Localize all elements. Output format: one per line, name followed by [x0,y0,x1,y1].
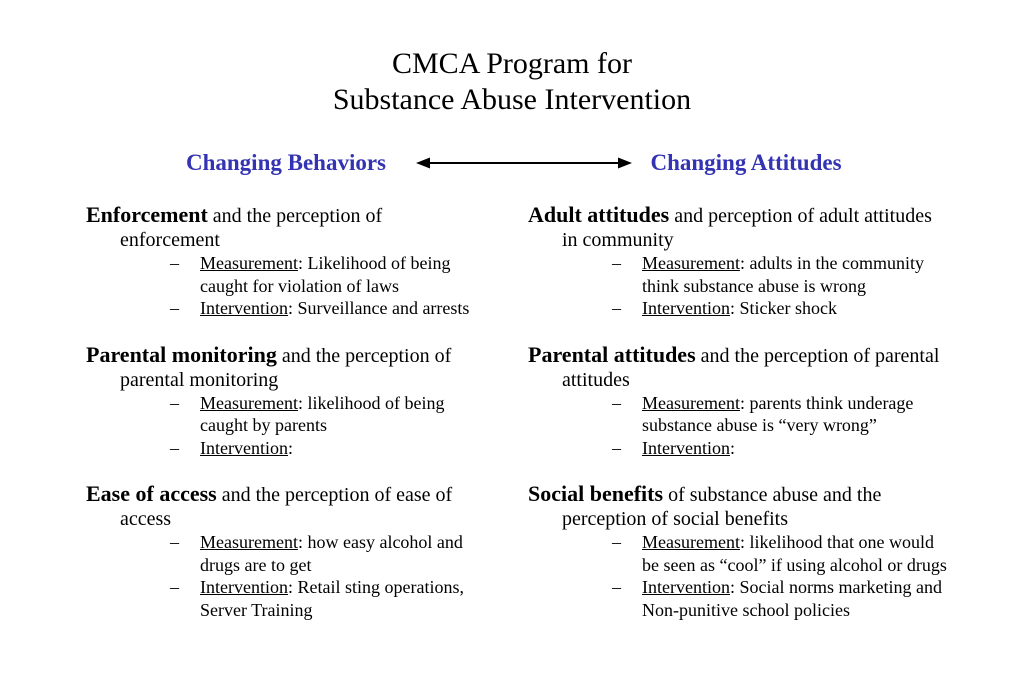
bullet-text [200,252,481,297]
topic-block-social-benefits [528,482,951,621]
dash-bullet: – [170,392,179,413]
dash-bullet: – [612,253,621,273]
bullet-text [642,531,951,576]
bullet-item-measurement [170,392,481,437]
bullet-label: Measurement [642,392,740,413]
bullet-value: : likelihood of being caught by parents [200,392,445,435]
topic-heading [86,203,481,252]
column-header-changing-attitudes: Changing Attitudes [650,150,842,175]
topic-heading [528,343,951,392]
topic-description: and the perception of enforcement [120,205,383,251]
bullet-value: : [287,437,293,458]
bullet-label: Measurement [642,532,740,552]
bullet-value: : Likelihood of being caught for violation of laws [200,253,451,296]
bullet-text [642,437,951,460]
bullet-text [200,297,481,320]
topic-block-ease-of-access [86,482,481,621]
dash-bullet: – [612,298,621,318]
bullet-item-measurement [612,531,951,576]
dash-bullet: – [170,437,179,458]
bullet-text [200,531,481,576]
topic-heading [86,482,481,531]
bullet-label: Intervention [200,437,288,458]
topic-description: and perception of adult attitudes in community [562,205,932,251]
bullet-item-measurement [612,392,951,437]
dash-bullet: – [612,532,621,552]
bullet-value: : Surveillance and arrests [287,298,470,318]
bullet-item-intervention [612,437,951,460]
bullet-value: : adults in the community think substance abuse is wrong [642,253,924,296]
dash-bullet: – [170,577,179,597]
topic-term: Parental monitoring [86,341,277,367]
bullet-value: : likelihood that one would be seen as “cool” if using alcohol or drugs [642,532,947,575]
bullet-label: Measurement [200,253,298,273]
dash-bullet: – [612,437,621,458]
dash-bullet: – [170,532,179,552]
slide-title [0,46,1024,118]
bullet-value: : how easy alcohol and drugs are to get [200,532,463,575]
bullet-text [642,252,951,297]
bullet-item-intervention [170,297,481,320]
bullet-value: : Sticker shock [729,298,837,318]
bullet-item-intervention [612,576,951,621]
dash-bullet: – [612,577,621,597]
bullet-value: : Social norms marketing and Non-punitive school policies [642,577,942,620]
topic-heading [86,343,481,392]
bullet-item-measurement [612,252,951,297]
topic-heading [528,203,951,252]
topic-term: Social benefits [528,481,664,506]
bullet-label: Intervention [200,298,288,318]
bullet-item-intervention [170,576,481,621]
topic-heading [528,482,951,531]
topic-description: and the perception of parental attitudes [562,344,940,391]
bullet-label: Intervention [200,577,288,597]
topic-description: of substance abuse and the perception of social benefits [562,484,882,530]
topic-block-enforcement [86,203,481,320]
dash-bullet: – [170,253,179,273]
topic-block-parental-attitudes [528,343,951,460]
bullet-value: : Retail sting operations, Server Training [200,577,464,620]
bullet-text [642,576,951,621]
bullet-value: : [729,437,735,458]
topic-term: Ease of access [86,481,217,506]
topic-block-parental-monitoring [86,343,481,460]
bullet-label: Measurement [200,532,298,552]
bullet-item-measurement [170,252,481,297]
title-line-1: CMCA Program for [392,47,632,80]
bullet-text [200,437,481,460]
topic-term: Enforcement [86,202,208,227]
column-changing-behaviors [86,203,481,644]
column-changing-attitudes [528,203,951,644]
dash-bullet: – [612,392,621,413]
column-header-changing-behaviors: Changing Behaviors [185,150,386,175]
dash-bullet: – [170,298,179,318]
bullet-text [642,392,951,437]
topic-block-adult-attitudes [528,203,951,320]
topic-description: and the perception of ease of access [120,484,453,530]
bullet-label: Intervention [642,577,730,597]
bullet-item-measurement [170,531,481,576]
bullet-label: Measurement [200,392,298,413]
bullet-label: Intervention [642,298,730,318]
bullet-item-intervention [612,297,951,320]
bullet-text [642,297,951,320]
bullet-item-intervention [170,437,481,460]
topic-term: Adult attitudes [528,202,670,227]
title-line-2: Substance Abuse Intervention [332,83,692,116]
bullet-value: : parents think underage substance abuse is “very wrong” [642,392,914,435]
bullet-label: Measurement [642,253,740,273]
topic-term: Parental attitudes [528,341,696,367]
topic-description: and the perception of parental monitoring [120,344,452,391]
bullet-text [200,392,481,437]
bullet-label: Intervention [642,437,730,458]
bullet-text [200,576,481,621]
